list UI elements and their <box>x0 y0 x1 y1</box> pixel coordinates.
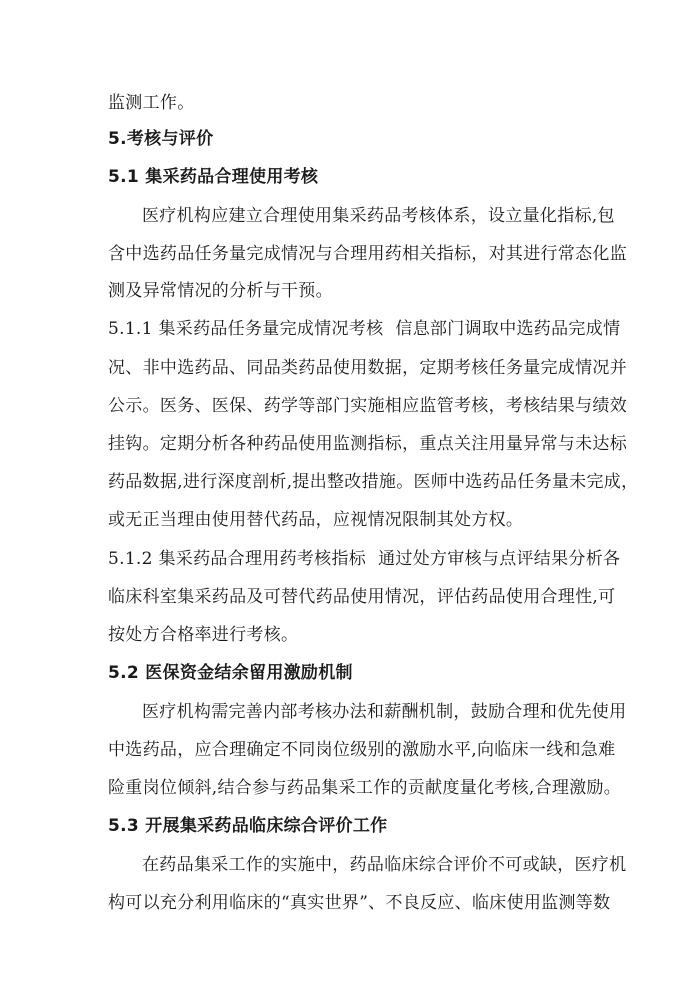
subsection-heading: 5.1 集采药品合理使用考核 <box>108 167 319 187</box>
subsection-heading: 5.3 开展集采药品临床综合评价工作 <box>108 816 388 836</box>
section-heading: 5.考核与评价 <box>108 129 214 149</box>
paragraph-line: 险重岗位倾斜,结合参与药品集采工作的贡献度量化考核,合理激励。 <box>108 778 622 798</box>
item-text: 通过处方审核与点评结果分析各 <box>378 549 621 569</box>
paragraph-line: 测及异常情况的分析与干预。 <box>108 281 333 301</box>
paragraph-line: 按处方合格率进行考核。 <box>108 625 299 645</box>
paragraph-line: 公示。医务、医保、药学等部门实施相应监管考核，考核结果与绩效 <box>108 396 627 416</box>
subsection-heading: 5.2 医保资金结余留用激励机制 <box>108 663 353 683</box>
paragraph-line: 药品数据,进行深度剖析,提出整改措施。医师中选药品任务量未完成， <box>108 472 639 492</box>
paragraph-line: 在药品集采工作的实施中，药品临床综合评价不可或缺，医疗机 <box>142 855 627 875</box>
paragraph-line: 临床科室集采药品及可替代药品使用情况，评估药品使用合理性,可 <box>108 587 616 607</box>
item-text: 信息部门调取中选药品完成情 <box>395 319 621 339</box>
numbered-item-line <box>108 548 621 570</box>
paragraph-line: 况、非中选药品、同品类药品使用数据，定期考核任务量完成情况并 <box>108 358 627 378</box>
paragraph-line: 构可以充分利用临床的“真实世界”、不良反应、临床使用监测等数 <box>108 893 611 913</box>
paragraph-line: 含中选药品任务量完成情况与合理用药相关指标，对其进行常态化监 <box>108 244 627 264</box>
paragraph-line: 医疗机构需完善内部考核办法和薪酬机制，鼓励合理和优先使用 <box>142 702 627 722</box>
paragraph-line: 监测工作。 <box>108 93 195 113</box>
paragraph-line: 医疗机构应建立合理使用集采药品考核体系，设立量化指标,包 <box>142 206 615 226</box>
numbered-item-line <box>108 318 621 340</box>
item-number: 5.1.1 <box>108 319 153 339</box>
item-number: 5.1.2 <box>108 549 153 569</box>
paragraph-line: 挂钩。定期分析各种药品使用监测指标，重点关注用量异常与未达标 <box>108 434 627 454</box>
paragraph-line: 中选药品，应合理确定不同岗位级别的激励水平,向临床一线和急难 <box>108 740 616 760</box>
paragraph-line: 或无正当理由使用替代药品，应视情况限制其处方权。 <box>108 510 524 530</box>
item-title: 集采药品任务量完成情况考核 <box>158 319 384 339</box>
item-title: 集采药品合理用药考核指标 <box>158 549 367 569</box>
